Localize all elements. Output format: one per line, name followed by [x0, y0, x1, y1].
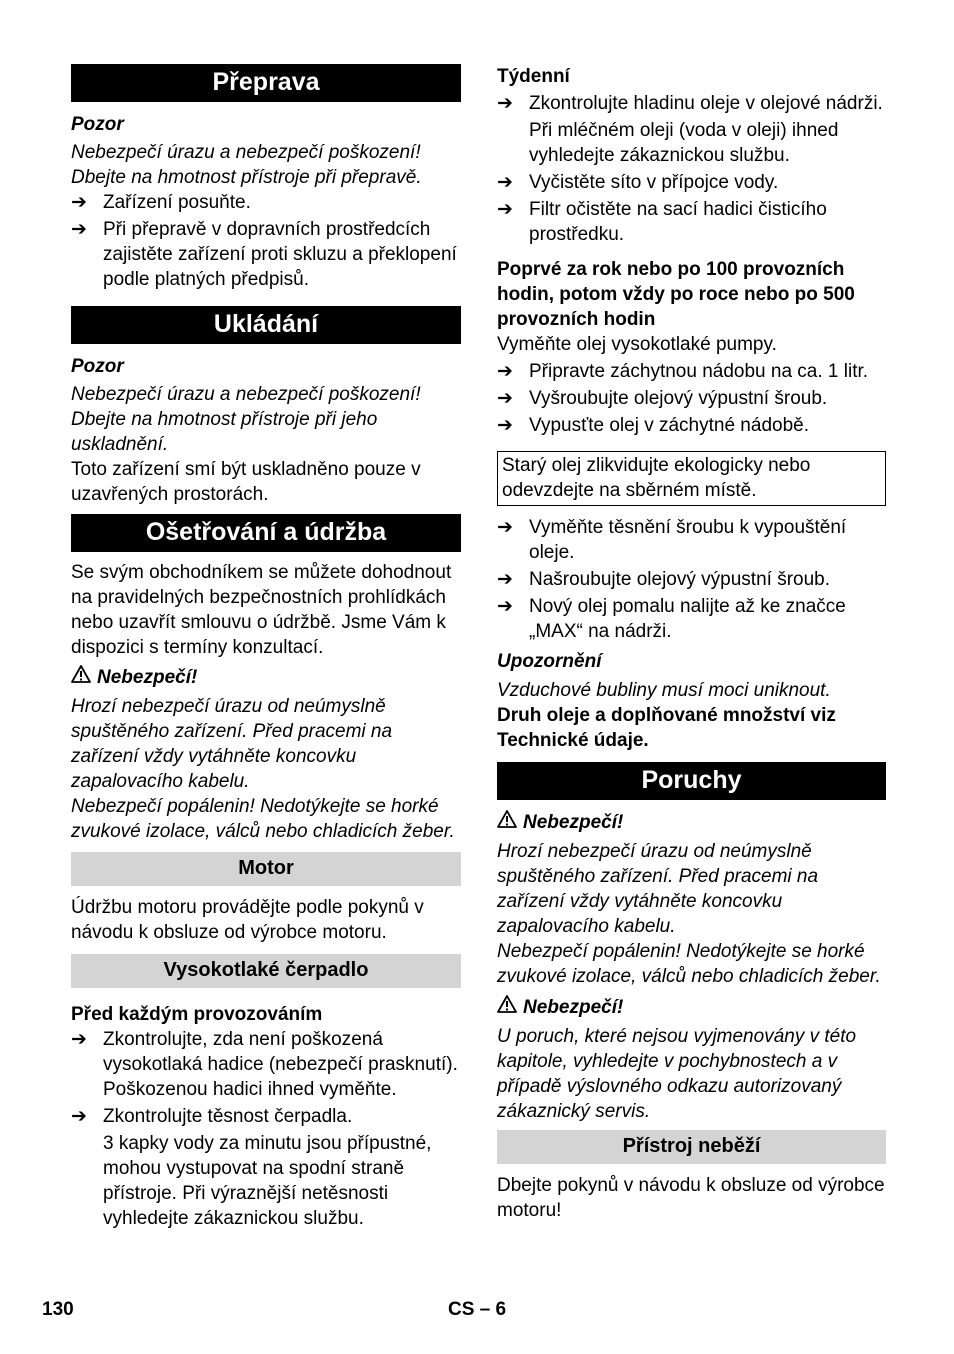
section-code: CS – 6 — [448, 1299, 507, 1320]
arrow-right-icon: ➔ — [71, 219, 87, 240]
arrow-right-icon: ➔ — [497, 93, 513, 114]
warning-text: Nebezpečí úrazu a nebezpečí poškození! Dbejte na hmotnost přístroje při přepravě. — [71, 142, 422, 188]
step-item — [497, 91, 886, 116]
warning-text: Nebezpečí úrazu a nebezpečí poškození! Dbejte na hmotnost přístroje při jeho uskladnění. — [71, 384, 421, 455]
danger-text: Hrozí nebezpečí úrazu od neúmyslně spuštěného zařízení. Před pracemi na zařízení vždy vytáhněte koncovku zapalovacího kabelu. — [497, 841, 819, 937]
pozor-label: Pozor — [71, 114, 124, 135]
paragraph-heading: Před každým provozováním — [71, 1004, 323, 1025]
section-title-ukladani: Ukládání — [71, 306, 461, 344]
section-title-preprava: Přeprava — [71, 64, 461, 102]
danger-text: Nebezpečí popálenin! Nedotýkejte se horké zvukové izolace, válců nebo chladicích žeber. — [497, 941, 881, 987]
warning-triangle-icon — [497, 810, 523, 835]
paragraph-heading: Poprvé za rok nebo po 100 provozních hodin, potom vždy po roce nebo po 500 provozních hodin — [497, 259, 855, 330]
body-text: Toto zařízení smí být uskladněno pouze v uzavřených prostorách. — [71, 459, 421, 505]
left-column — [71, 64, 461, 1231]
step-text: Při přepravě v dopravních prostředcích zajistěte zařízení proti skluzu a překlopení podle platných předpisů. — [103, 219, 457, 290]
note-text: Vzduchové bubliny musí moci uniknout. — [497, 680, 831, 701]
arrow-right-icon: ➔ — [71, 1029, 87, 1050]
danger-text: U poruch, které nejsou vyjmenovány v této kapitole, vyhledejte v pochybnostech a v případě výslovného odkazu autorizovaný zákaznický servis. — [497, 1026, 857, 1122]
subsection-title-motor: Motor — [71, 852, 461, 886]
step-item — [497, 197, 886, 247]
step-item — [497, 359, 886, 384]
danger-heading — [71, 665, 461, 690]
step-text: Našroubujte olejový výpustní šroub. — [529, 569, 830, 590]
step-item — [71, 217, 461, 292]
note-box: Starý olej zlikvidujte ekologicky nebo odevzdejte na sběrném místě. — [497, 451, 886, 506]
arrow-right-icon: ➔ — [497, 388, 513, 409]
page-number: 130 — [42, 1299, 74, 1320]
step-text: Nový olej pomalu nalijte až ke značce „MAX“ na nádrži. — [529, 596, 846, 642]
danger-text: Nebezpečí popálenin! Nedotýkejte se horké zvukové izolace, válců nebo chladicích žeber. — [71, 796, 455, 842]
body-text: Vyměňte olej vysokotlaké pumpy. — [497, 334, 777, 355]
danger-label: Nebezpečí! — [523, 812, 624, 833]
arrow-right-icon: ➔ — [497, 172, 513, 193]
arrow-right-icon: ➔ — [497, 199, 513, 220]
paragraph-heading: Týdenní — [497, 66, 570, 87]
oil-info-text: Druh oleje a doplňované množství viz Technické údaje. — [497, 705, 836, 751]
arrow-right-icon: ➔ — [497, 415, 513, 436]
body-text: Se svým obchodníkem se můžete dohodnout na pravidelných bezpečnostních prohlídkách nebo uzavřít smlouvu o údržbě. Jsme Vám k dispozici s termíny konzultací. — [71, 562, 452, 658]
step-text: Vyšroubujte olejový výpustní šroub. — [529, 388, 828, 409]
arrow-right-icon: ➔ — [497, 596, 513, 617]
body-text: Dbejte pokynů v návodu k obsluze od výrobce motoru! — [497, 1175, 885, 1221]
step-text: Zkontrolujte, zda není poškozená vysokotlaká hadice (nebezpečí prasknutí). Poškozenou hadici ihned vyměňte. — [103, 1029, 458, 1100]
step-item — [497, 515, 886, 565]
danger-heading — [497, 810, 886, 835]
warning-triangle-icon — [497, 995, 523, 1020]
step-item — [71, 1027, 461, 1102]
step-item — [497, 386, 886, 411]
pozor-label: Pozor — [71, 356, 124, 377]
arrow-right-icon: ➔ — [497, 361, 513, 382]
step-text: Vyměňte těsnění šroubu k vypouštění oleje. — [529, 517, 847, 563]
danger-heading — [497, 995, 886, 1020]
step-item — [497, 594, 886, 644]
warning-triangle-icon — [71, 665, 97, 690]
danger-label: Nebezpečí! — [97, 667, 198, 688]
step-item — [497, 413, 886, 438]
step-text: Zařízení posuňte. — [103, 192, 251, 213]
upozorneni-label: Upozornění — [497, 651, 602, 672]
right-column — [497, 64, 886, 1223]
step-item — [497, 567, 886, 592]
step-item — [71, 1104, 461, 1129]
section-title-osetrovani: Ošetřování a údržba — [71, 514, 461, 552]
step-text: Vyčistěte síto v přípojce vody. — [529, 172, 779, 193]
subsection-title-not-running: Přístroj neběží — [497, 1130, 886, 1164]
body-text: Údržbu motoru provádějte podle pokynů v návodu k obsluze od výrobce motoru. — [71, 897, 424, 943]
section-title-poruchy: Poruchy — [497, 762, 886, 800]
step-item — [497, 170, 886, 195]
step-text: Zkontrolujte hladinu oleje v olejové nádrži. — [529, 93, 883, 114]
step-text: Připravte záchytnou nádobu na ca. 1 litr. — [529, 361, 869, 382]
danger-label: Nebezpečí! — [523, 997, 624, 1018]
danger-text: Hrozí nebezpečí úrazu od neúmyslně spuštěného zařízení. Před pracemi na zařízení vždy vytáhněte koncovku zapalovacího kabelu. — [71, 696, 393, 792]
step-note: Při mléčném oleji (voda v oleji) ihned vyhledejte zákaznickou službu. — [529, 120, 839, 166]
arrow-right-icon: ➔ — [71, 192, 87, 213]
step-text: Filtr očistěte na sací hadici čisticího prostředku. — [529, 199, 827, 245]
step-item — [71, 190, 461, 215]
subsection-title-pump: Vysokotlaké čerpadlo — [71, 954, 461, 988]
arrow-right-icon: ➔ — [497, 569, 513, 590]
step-text: Vypusťte olej v záchytné nádobě. — [529, 415, 809, 436]
step-text: Zkontrolujte těsnost čerpadla. — [103, 1106, 353, 1127]
arrow-right-icon: ➔ — [71, 1106, 87, 1127]
step-note: 3 kapky vody za minutu jsou přípustné, mohou vystupovat na spodní straně přístroje. Při výraznější netěsnosti vyhledejte zákaznickou službu. — [103, 1133, 432, 1229]
arrow-right-icon: ➔ — [497, 517, 513, 538]
